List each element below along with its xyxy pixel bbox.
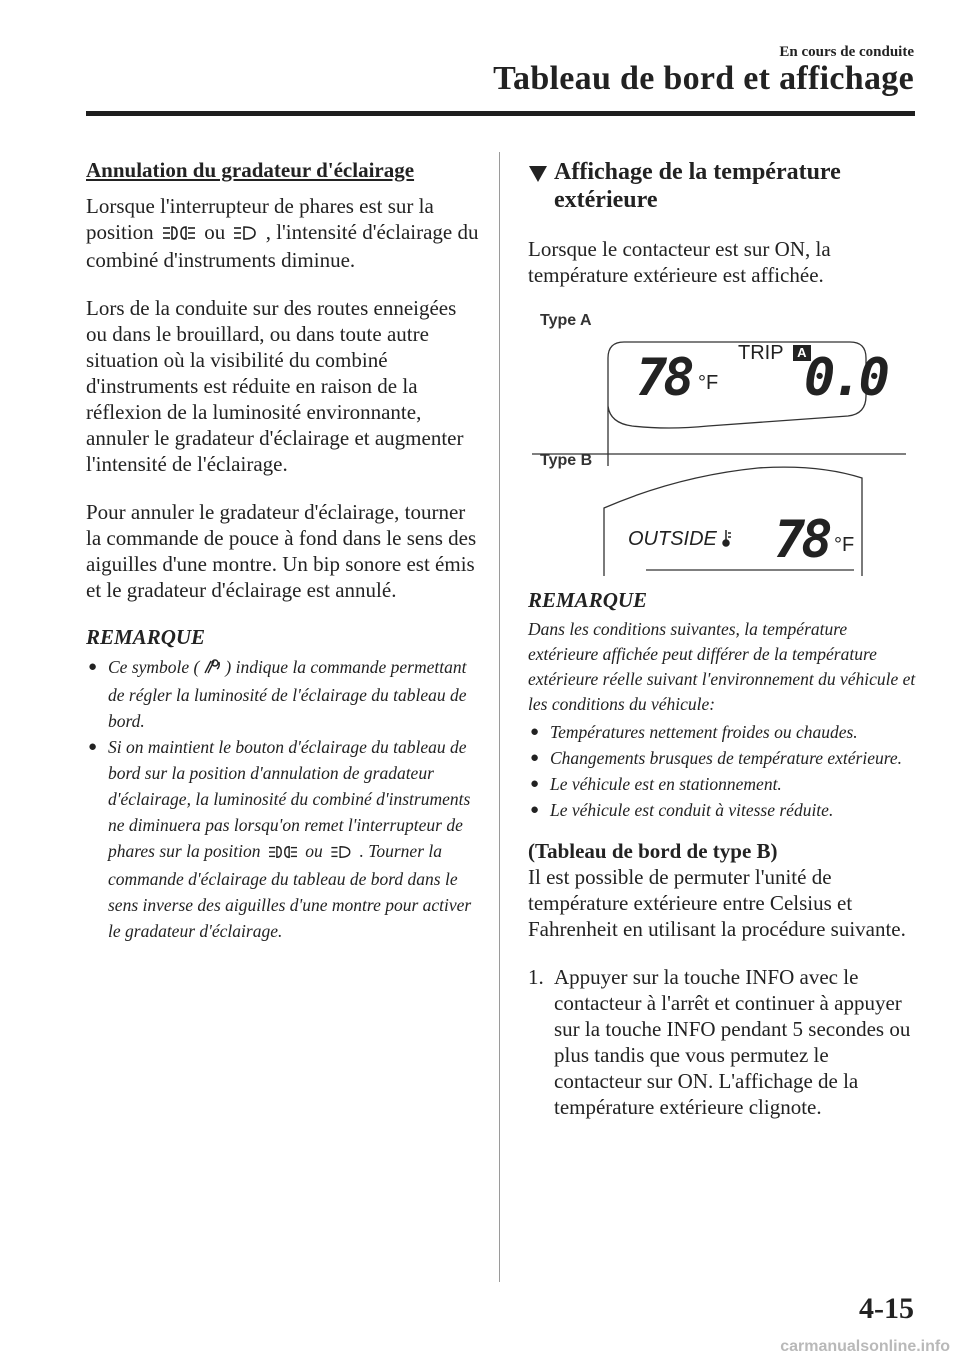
- headlight-icon: [233, 221, 257, 247]
- list-item: [86, 734, 481, 944]
- type-b-label: Type B: [540, 452, 593, 469]
- list-item: [528, 745, 918, 771]
- list-item-text: . Tourner la commande d'éclairage du tableau de bord dans le sens inverse des aiguilles d'une montre pour activer le gradateur d'éclairage.: [108, 841, 472, 942]
- list-item: [528, 797, 918, 823]
- paragraph-visibility: Lors de la conduite sur des routes enneigées ou dans le brouillard, ou dans toute autre situation où la visibilité du combiné d'instruments est réduite en raison de la réflexion de la luminosité environnante, annuler le gradateur d'éclairage et augmenter l'intensité de l'éclairage.: [86, 296, 464, 477]
- list-item-text: Le véhicule est en stationnement.: [550, 774, 782, 794]
- running-header-title: Tableau de bord et affichage: [493, 60, 914, 97]
- page-number: 4-15: [859, 1292, 914, 1325]
- left-column: [86, 158, 481, 944]
- trip-text: TRIP: [738, 342, 784, 364]
- parking-light-icon: [162, 221, 196, 247]
- dimmer-cancel-heading: Annulation du gradateur d'éclairage: [86, 158, 415, 182]
- remark-list: [86, 654, 481, 944]
- bullet-icon: ●: [88, 659, 98, 676]
- type-b-temperature: 78: [774, 510, 829, 570]
- parking-light-icon: [268, 840, 298, 866]
- type-b-outside-label: [628, 528, 732, 553]
- list-item: [86, 654, 481, 734]
- list-item-text: ou: [305, 841, 323, 862]
- step-number: 1.: [528, 965, 544, 989]
- remark-paragraph: Dans les conditions suivantes, la température extérieure affichée peut différer de la température extérieure réelle suivant l'environnement du véhicule et les conditions du véhicule:: [528, 619, 916, 714]
- list-item-text: ) indique la commande permettant de régler la luminosité de l'éclairage du tableau de bord.: [108, 657, 467, 732]
- header-rule: [86, 111, 915, 116]
- type-a-trip-value: 0.0: [804, 348, 886, 408]
- paragraph-text: Lorsque l'interrupteur de phares est sur la position: [86, 194, 434, 244]
- bullet-icon: ●: [530, 750, 540, 766]
- list-item-text: Ce symbole (: [108, 657, 200, 678]
- headlight-icon: [330, 840, 352, 866]
- list-item-text: Si on maintient le bouton d'éclairage du tableau de bord sur la position d'annulation de gradateur d'éclairage, la luminosité du combiné d'instruments ne diminuera pas lorsqu'on remet l'interrupteur de phares sur la position: [108, 737, 471, 862]
- watermark: carmanualsonline.info: [780, 1338, 950, 1355]
- section-title: [528, 158, 918, 214]
- dimmer-knob-icon: [202, 656, 222, 682]
- paragraph-unit-switch: Il est possible de permuter l'unité de température extérieure entre Celsius et Fahrenheit en utilisant la procédure suivante.: [528, 865, 906, 941]
- type-a-unit: °F: [698, 372, 719, 394]
- section-title-text: Affichage de la température extérieure: [554, 159, 841, 213]
- bullet-icon: ●: [88, 739, 98, 756]
- bullet-icon: ●: [530, 802, 540, 818]
- remark-condition-list: [528, 719, 918, 823]
- type-a-trip-label: [738, 342, 811, 365]
- type-b-subheading: (Tableau de bord de type B): [528, 839, 778, 863]
- temperature-display-figure: [528, 306, 918, 576]
- type-b-unit: °F: [834, 534, 855, 556]
- paragraph-text: , l'intensité d'éclairage du combiné d'instruments diminue.: [86, 220, 479, 273]
- type-a-label: Type A: [540, 312, 592, 329]
- bullet-icon: ●: [530, 776, 540, 792]
- step-text: Appuyer sur la touche INFO avec le contacteur à l'arrêt et continuer à appuyer sur la touche INFO pendant 5 secondes ou plus tandis que vous permutez le contacteur sur ON. L'affichage de la température extérieure clignote.: [554, 965, 911, 1119]
- bullet-icon: ●: [530, 724, 540, 740]
- outside-text: OUTSIDE: [628, 528, 717, 550]
- paragraph-text: ou: [204, 220, 226, 244]
- paragraph-headlight-position: [86, 193, 481, 273]
- remark-title: REMARQUE: [528, 588, 648, 612]
- triangle-marker-icon: [528, 162, 548, 190]
- paragraph-temp-display: Lorsque le contacteur est sur ON, la température extérieure est affichée.: [528, 237, 831, 287]
- remark-title: REMARQUE: [86, 625, 206, 650]
- paragraph-cancel-procedure: Pour annuler le gradateur d'éclairage, tourner la commande de pouce à fond dans le sens des aiguilles d'une montre. Un bip sonore est émis et le gradateur d'éclairage est annulé.: [86, 500, 477, 603]
- column-divider: [499, 152, 500, 1282]
- list-item: [528, 719, 918, 745]
- list-item-text: Changements brusques de température extérieure.: [550, 748, 903, 768]
- trip-badge: A: [793, 345, 811, 361]
- right-column: [528, 158, 918, 1120]
- list-item: [528, 771, 918, 797]
- procedure-steps: [528, 964, 918, 1120]
- type-a-temperature: 78: [636, 348, 691, 408]
- list-item-text: Le véhicule est conduit à vitesse réduite.: [550, 800, 834, 820]
- thermometer-icon: [722, 529, 732, 553]
- running-header-section: En cours de conduite: [779, 44, 914, 60]
- list-item: [528, 964, 918, 1120]
- list-item-text: Températures nettement froides ou chaudes.: [550, 722, 858, 742]
